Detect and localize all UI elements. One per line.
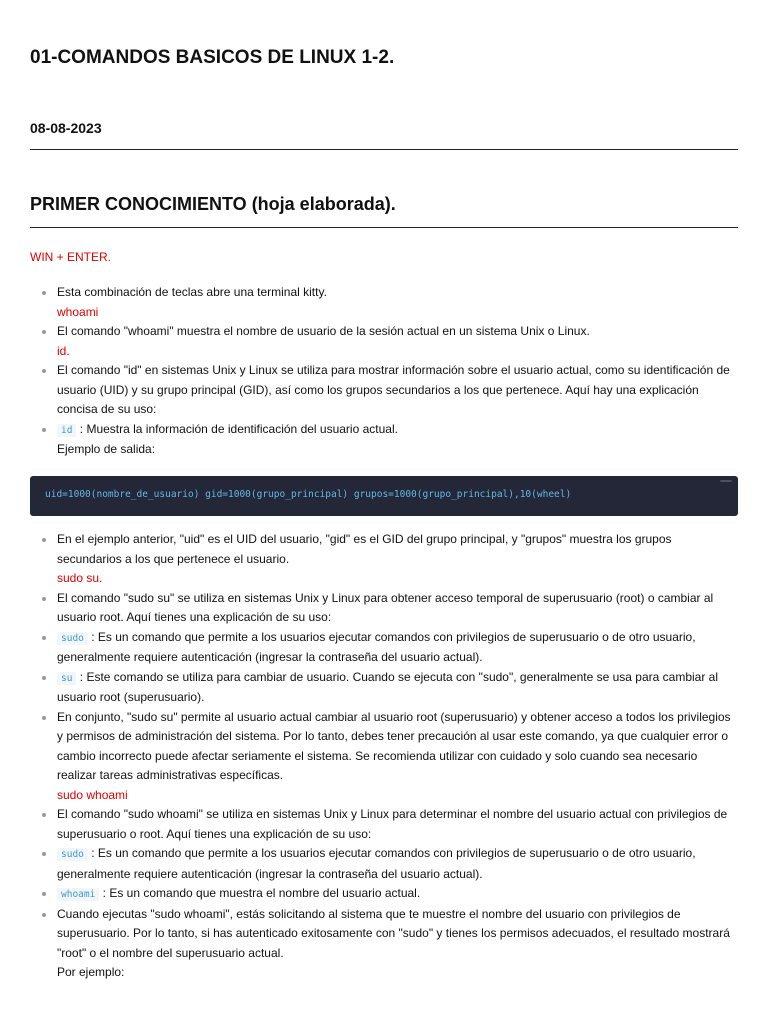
list-item: [30, 668, 738, 708]
inline-code: id: [57, 424, 76, 437]
copy-icon[interactable]: [720, 480, 732, 482]
divider: [30, 227, 738, 228]
list-item-text: El comando "sudo whoami" se utiliza en sistemas Unix y Linux para determinar el nombre del usuario actual con privilegios de superusuario o root. Aquí tienes una explicación de su uso:: [57, 807, 728, 841]
list-item-text: Cuando ejecutas "sudo whoami", estás solicitando al sistema que te muestre el nombre del usuario con privilegios de superusuario. Por lo tanto, si has autenticado exitosamente con "sudo" y tienes los permisos adecuados, el resultado mostrará "root" o el nombre del superusuario actual.: [57, 906, 730, 960]
list-item-line: Por ejemplo:: [57, 965, 125, 979]
list-item: [30, 361, 738, 420]
divider: [30, 149, 738, 150]
list-item: [30, 420, 738, 460]
list-item: [30, 283, 738, 322]
list-item-text: : Es un comando que muestra el nombre del usuario actual.: [99, 886, 421, 900]
command-heading: sudo whoami: [57, 787, 128, 802]
list-item-line: Ejemplo de salida:: [57, 442, 156, 456]
inline-code: su: [57, 672, 76, 685]
inline-code: whoami: [57, 888, 99, 901]
list-item-text: Esta combinación de teclas abre una terminal kitty.: [57, 285, 327, 299]
list-item: [30, 905, 738, 983]
list-item-text: El comando "sudo su" se utiliza en sistemas Unix y Linux para obtener acceso temporal de superusuario (root) o cambiar al usuario root. Aquí tienes una explicación de su uso:: [57, 590, 714, 624]
list-item-text: : Este comando se utiliza para cambiar de usuario. Cuando se ejecuta con "sudo", generalmente se usa para cambiar al usuario root (superusuario).: [57, 669, 719, 704]
list-item-text: : Es un comando que permite a los usuarios ejecutar comandos con privilegios de superusuario o de otro usuario, generalmente requiere autenticación (ingresar la contraseña del usuario actual).: [57, 846, 696, 881]
command-heading: whoami: [57, 304, 99, 319]
list-item: [30, 844, 738, 884]
list-second: [30, 530, 738, 983]
command-heading: sudo su.: [57, 571, 103, 585]
section-title: [30, 194, 396, 215]
list-item: [30, 805, 738, 844]
list-item-text: : Es un comando que permite a los usuarios ejecutar comandos con privilegios de superusuario o de otro usuario, generalmente requiere autenticación (ingresar la contraseña del usuario actual).: [57, 629, 696, 664]
command-heading: id.: [57, 343, 70, 358]
document-date: 08-08-2023: [30, 120, 102, 136]
shortcut-heading: WIN + ENTER.: [30, 250, 112, 264]
section-title-rest: (hoja elaborada).: [246, 194, 396, 214]
list-item: [30, 708, 738, 806]
list-item-text: El comando "whoami" muestra el nombre de usuario de la sesión actual en un sistema Unix o Linux.: [57, 324, 590, 338]
inline-code: sudo: [57, 848, 88, 861]
code-block-text: uid=1000(nombre_de_usuario) gid=1000(grupo_principal) grupos=1000(grupo_principal),10(wheel): [45, 489, 572, 500]
list-item: [30, 322, 738, 361]
code-block: [30, 476, 738, 516]
list-item: [30, 884, 738, 905]
list-first: [30, 283, 738, 460]
list-item: [30, 628, 738, 668]
list-item: [30, 589, 738, 628]
list-item-text: En conjunto, "sudo su" permite al usuario actual cambiar al usuario root (superusuario) y obtener acceso a todos los privilegios y permisos de administración del sistema. Por lo tanto, debes tener precaución al usar este comando, ya que cualquier error o cambio incorrecto puede afectar seriamente el sistema. Se recomienda utilizar con cuidado y solo cuando sea necesario realizar tareas administrativas específicas.: [57, 709, 731, 782]
list-item-text: : Muestra la información de identificación del usuario actual.: [76, 421, 398, 436]
list-item-text: En el ejemplo anterior, "uid" es el UID del usuario, "gid" es el GID del grupo principal, y "grupos" muestra los grupos secundarios a los que pertenece el usuario.: [57, 532, 672, 566]
inline-code: sudo: [57, 632, 88, 645]
list-item-text: El comando "id" en sistemas Unix y Linux se utiliza para mostrar información sobre el usuario actual, como su identificación de usuario (UID) y su grupo principal (GID), así como los grupos secundarios a los que pertenece. Aquí hay una explicación concisa de su uso:: [57, 363, 730, 416]
section-title-bold: PRIMER CONOCIMIENTO: [30, 194, 247, 214]
document-title: 01-COMANDOS BASICOS DE LINUX 1-2.: [30, 47, 395, 68]
list-item: [30, 530, 738, 589]
